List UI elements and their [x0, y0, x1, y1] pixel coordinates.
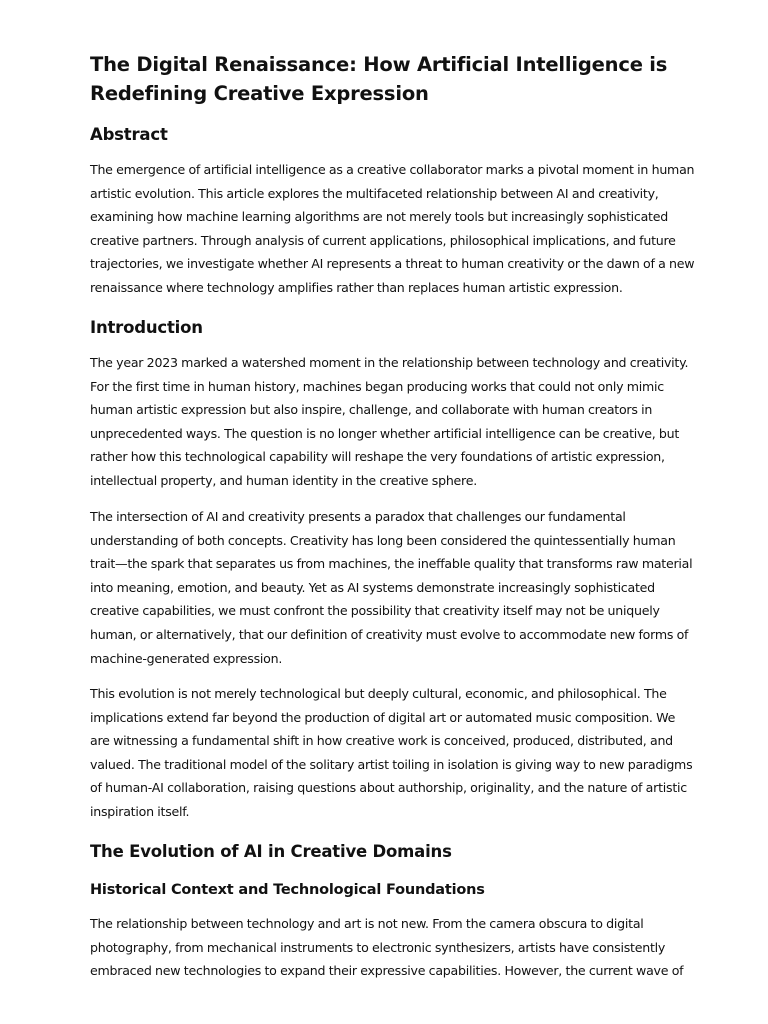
article-title-line-1: The Digital Renaissance: How Artificial Intelligence is	[90, 53, 668, 76]
abstract-line: artistic evolution. This article explores the multifaceted relationship between AI and creativity,	[90, 185, 659, 201]
intro-line: machine-generated expression.	[90, 650, 283, 666]
intro-line: trait—the spark that separates us from machines, the ineffable quality that transforms raw material	[90, 556, 693, 572]
abstract-line: renaissance where technology amplifies rather than replaces human artistic expression.	[90, 279, 623, 295]
historical-paragraph-1	[90, 912, 682, 983]
intro-line: intellectual property, and human identity in the creative sphere.	[90, 472, 477, 488]
intro-line: inspiration itself.	[90, 803, 190, 819]
abstract-line: The emergence of artificial intelligence as a creative collaborator marks a pivotal moment in human	[90, 162, 695, 177]
abstract-line: examining how machine learning algorithms are not merely tools but increasingly sophisticated	[90, 209, 668, 225]
intro-line: into meaning, emotion, and beauty. Yet as AI systems demonstrate increasingly sophisticated	[90, 579, 655, 595]
intro-line: valued. The traditional model of the solitary artist toiling in isolation is giving way to new paradigms	[90, 756, 693, 772]
article-title	[90, 50, 680, 108]
abstract-heading: Abstract	[90, 125, 168, 144]
intro-line: implications extend far beyond the production of digital art or automated music composition. We	[90, 709, 676, 725]
intro-line: The intersection of AI and creativity presents a paradox that challenges our fundamental	[90, 509, 626, 524]
historical-line: The relationship between technology and art is not new. From the camera obscura to digital	[90, 916, 644, 931]
intro-line: creative capabilities, we must confront the possibility that creativity itself may not be uniquely	[90, 603, 660, 619]
intro-line: understanding of both concepts. Creativity has long been considered the quintessentially human	[90, 532, 676, 548]
intro-line: rather how this technological capability will reshape the very foundations of artistic expression,	[90, 449, 665, 465]
intro-paragraph-3	[90, 682, 693, 824]
intro-line: human artistic expression but also inspire, challenge, and collaborate with human creators in	[90, 402, 653, 418]
abstract-line: trajectories, we investigate whether AI represents a threat to human creativity or the dawn of a new	[90, 256, 695, 272]
historical-subheading: Historical Context and Technological Foundations	[90, 882, 485, 898]
evolution-heading: The Evolution of AI in Creative Domains	[90, 842, 452, 861]
intro-paragraph-1	[90, 351, 689, 493]
abstract-paragraph	[90, 158, 695, 300]
intro-line: human, or alternatively, that our definition of creativity must evolve to accommodate new forms of	[90, 626, 689, 642]
historical-line: embraced new technologies to expand their expressive capabilities. However, the current wave of	[90, 963, 684, 979]
historical-line: photography, from mechanical instruments to electronic synthesizers, artists have consistently	[90, 939, 666, 955]
intro-paragraph-2	[90, 505, 693, 670]
article-title-line-2: Redefining Creative Expression	[90, 82, 429, 105]
intro-line: For the first time in human history, machines began producing works that could not only mimic	[90, 378, 664, 394]
introduction-heading: Introduction	[90, 318, 203, 337]
abstract-line: creative partners. Through analysis of current applications, philosophical implications, and future	[90, 232, 676, 248]
intro-line: The year 2023 marked a watershed moment in the relationship between technology and creativity.	[90, 355, 689, 370]
intro-line: of human-AI collaboration, raising questions about authorship, originality, and the nature of artistic	[90, 780, 687, 796]
intro-line: unprecedented ways. The question is no longer whether artificial intelligence can be creative, but	[90, 425, 680, 441]
intro-line: This evolution is not merely technological but deeply cultural, economic, and philosophical. The	[90, 686, 667, 701]
intro-line: are witnessing a fundamental shift in how creative work is conceived, produced, distributed, and	[90, 733, 673, 749]
